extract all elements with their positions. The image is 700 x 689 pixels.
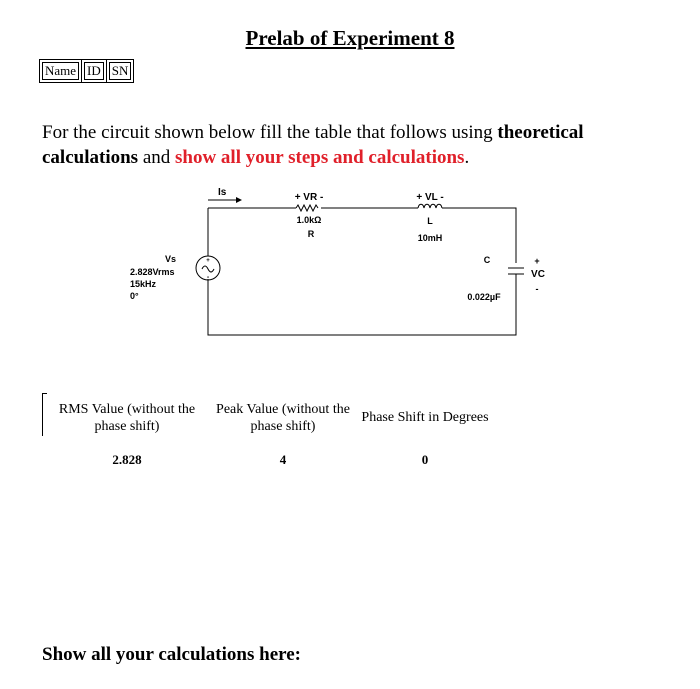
inductor-symbol (418, 204, 442, 208)
calculations-heading: Show all your calculations here: (42, 644, 301, 665)
capacitor-value: 0.022µF (467, 292, 501, 302)
table-bracket (42, 393, 47, 436)
source-plus: + (206, 258, 210, 264)
current-label: Is (218, 187, 227, 198)
wire-top-right (442, 208, 516, 263)
id-field-label: ID (84, 62, 104, 80)
vc-minus: - (535, 284, 539, 294)
instructions-red: show all your steps and calculations (175, 147, 465, 168)
vr-polarity-label: + VR - (294, 192, 324, 203)
inductor-name: L (427, 216, 433, 226)
inductor-value: 10mH (417, 233, 443, 243)
page-title: Prelab of Experiment 8 (245, 26, 455, 50)
resistor-value: 1.0kΩ (296, 215, 322, 225)
instructions-text-3: . (464, 147, 470, 168)
vl-polarity-label: + VL - (416, 192, 444, 203)
vc-label: VC (531, 269, 545, 280)
sn-field-label: SN (109, 62, 132, 80)
resistor-symbol (296, 205, 318, 211)
header-peak: Peak Value (without the phase shift) (216, 402, 350, 434)
instructions-text-2: and (138, 147, 175, 168)
resistor-name: R (307, 229, 315, 239)
source-amplitude: 2.828Vrms (130, 267, 175, 277)
source-phase: 0° (130, 291, 139, 301)
value-phase: 0 (421, 452, 429, 467)
header-phase: Phase Shift in Degrees (361, 410, 489, 425)
header-rms: RMS Value (without the phase shift) (58, 402, 196, 434)
value-peak: 4 (279, 452, 287, 467)
value-rms: 2.828 (112, 452, 142, 467)
name-field-label: Name (42, 62, 79, 80)
capacitor-symbol (508, 268, 524, 274)
source-name: Vs (164, 254, 176, 264)
source-frequency: 15kHz (130, 279, 157, 289)
source-minus: - (206, 274, 210, 281)
current-arrow-head (236, 197, 242, 203)
vc-plus: + (534, 256, 540, 266)
wire-bottom (208, 274, 516, 335)
capacitor-name: C (483, 255, 491, 265)
instructions-bold: theoretical calculations (42, 122, 584, 168)
sine-icon (202, 266, 214, 272)
instructions-text-1: For the circuit shown below fill the table that follows using (42, 122, 498, 143)
